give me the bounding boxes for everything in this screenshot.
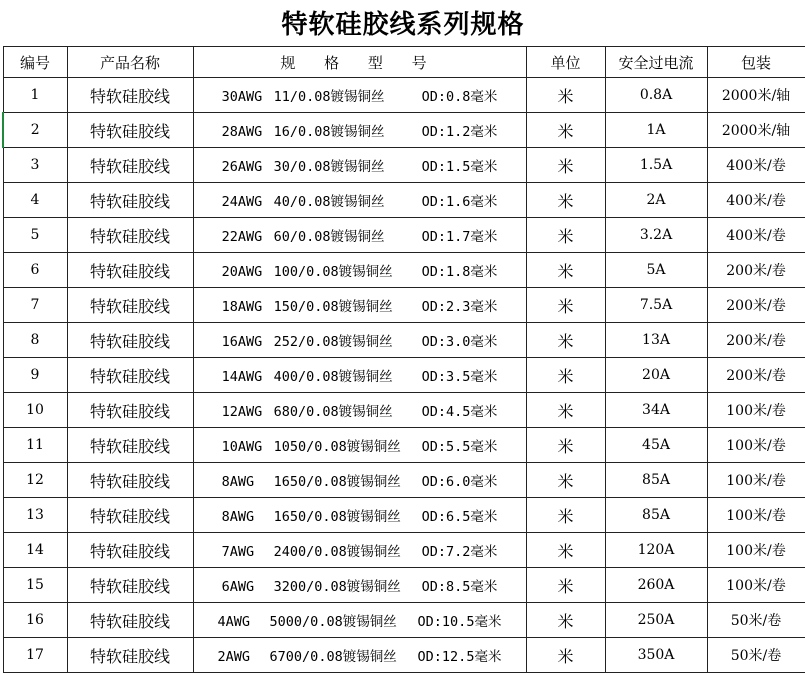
cell-current[interactable]: 120A (605, 533, 707, 568)
cell-packing[interactable]: 400米/卷 (707, 218, 805, 253)
cell-spec[interactable] (193, 288, 526, 323)
cell-spec[interactable] (193, 78, 526, 113)
cell-unit[interactable]: 米 (526, 358, 605, 393)
cell-packing[interactable]: 100米/卷 (707, 498, 805, 533)
spec-strand: 3200/0.08镀锡铜丝 (273, 579, 401, 595)
spec-od: OD:12.5毫米 (417, 649, 502, 665)
cell-current[interactable]: 7.5A (605, 288, 707, 323)
header-spec[interactable]: 规 格 型 号 (193, 47, 526, 78)
spec-strand: 5000/0.08镀锡铜丝 (269, 614, 397, 630)
cell-product[interactable]: 特软硅胶线 (67, 288, 193, 323)
cell-packing[interactable]: 400米/卷 (707, 183, 805, 218)
cell-unit[interactable]: 米 (526, 638, 605, 673)
cell-unit[interactable]: 米 (526, 568, 605, 603)
spec-strand: 1650/0.08镀锡铜丝 (273, 474, 401, 490)
cell-unit[interactable]: 米 (526, 78, 605, 113)
table-row (3, 498, 805, 533)
cell-packing[interactable]: 200米/卷 (707, 253, 805, 288)
cell-packing[interactable]: 100米/卷 (707, 568, 805, 603)
header-index[interactable]: 编号 (3, 47, 67, 78)
cell-spec[interactable] (193, 183, 526, 218)
table-row (3, 638, 805, 673)
table-row (3, 113, 805, 148)
cell-spec[interactable] (193, 638, 526, 673)
cell-current[interactable]: 350A (605, 638, 707, 673)
cell-index[interactable]: 5 (3, 218, 67, 253)
spec-awg: 14AWG (221, 369, 263, 385)
cell-index[interactable]: 8 (3, 323, 67, 358)
cell-spec[interactable] (193, 148, 526, 183)
spec-od: OD:3.5毫米 (421, 369, 498, 385)
cell-packing[interactable]: 50米/卷 (707, 603, 805, 638)
cell-unit[interactable]: 米 (526, 498, 605, 533)
cell-packing[interactable]: 200米/卷 (707, 288, 805, 323)
cell-current[interactable]: 1.5A (605, 148, 707, 183)
spec-strand: 1650/0.08镀锡铜丝 (273, 509, 401, 525)
cell-unit[interactable]: 米 (526, 463, 605, 498)
cell-product[interactable]: 特软硅胶线 (67, 428, 193, 463)
spec-od: OD:1.6毫米 (421, 194, 498, 210)
table-row (3, 183, 805, 218)
cell-product[interactable]: 特软硅胶线 (67, 498, 193, 533)
cell-unit[interactable]: 米 (526, 218, 605, 253)
spec-awg: 8AWG (221, 474, 255, 490)
cell-product[interactable]: 特软硅胶线 (67, 358, 193, 393)
spec-awg: 6AWG (221, 579, 255, 595)
spec-strand: 40/0.08镀锡铜丝 (273, 194, 385, 210)
spec-strand: 11/0.08镀锡铜丝 (273, 89, 385, 105)
spec-awg: 20AWG (221, 264, 263, 280)
spec-strand: 6700/0.08镀锡铜丝 (269, 649, 397, 665)
spec-od: OD:1.8毫米 (421, 264, 498, 280)
cell-current[interactable]: 5A (605, 253, 707, 288)
table-row (3, 428, 805, 463)
spec-awg: 24AWG (221, 194, 263, 210)
spec-awg: 7AWG (221, 544, 255, 560)
cell-unit[interactable]: 米 (526, 393, 605, 428)
cell-spec[interactable] (193, 323, 526, 358)
spec-awg: 26AWG (221, 159, 263, 175)
cell-current[interactable]: 2A (605, 183, 707, 218)
cell-spec[interactable] (193, 253, 526, 288)
cell-unit[interactable]: 米 (526, 253, 605, 288)
cell-packing[interactable]: 200米/卷 (707, 358, 805, 393)
cell-spec[interactable] (193, 428, 526, 463)
header-packing[interactable]: 包装 (707, 47, 805, 78)
spec-awg: 18AWG (221, 299, 263, 315)
spec-od: OD:4.5毫米 (421, 404, 498, 420)
cell-unit[interactable]: 米 (526, 323, 605, 358)
cell-unit[interactable]: 米 (526, 113, 605, 148)
table-row (3, 603, 805, 638)
cell-packing[interactable]: 100米/卷 (707, 463, 805, 498)
table-row (3, 393, 805, 428)
spec-awg: 30AWG (221, 89, 263, 105)
cell-packing[interactable]: 200米/卷 (707, 323, 805, 358)
cell-index[interactable]: 7 (3, 288, 67, 323)
cell-product[interactable]: 特软硅胶线 (67, 218, 193, 253)
cell-spec[interactable] (193, 358, 526, 393)
spreadsheet (2, 4, 804, 673)
cell-index[interactable]: 9 (3, 358, 67, 393)
cell-index[interactable]: 1 (3, 78, 67, 113)
table-row (3, 533, 805, 568)
cell-spec[interactable] (193, 113, 526, 148)
cell-product[interactable]: 特软硅胶线 (67, 393, 193, 428)
cell-packing[interactable]: 100米/卷 (707, 428, 805, 463)
table-row (3, 463, 805, 498)
table-row (3, 253, 805, 288)
header-row (3, 47, 805, 78)
cell-spec[interactable] (193, 463, 526, 498)
cell-current[interactable]: 85A (605, 463, 707, 498)
spec-od: OD:7.2毫米 (421, 544, 498, 560)
cell-product[interactable]: 特软硅胶线 (67, 148, 193, 183)
cell-unit[interactable]: 米 (526, 603, 605, 638)
cell-packing[interactable]: 50米/卷 (707, 638, 805, 673)
cell-index[interactable]: 16 (3, 603, 67, 638)
header-current[interactable]: 安全过电流 (605, 47, 707, 78)
cell-packing[interactable]: 2000米/轴 (707, 78, 805, 113)
spec-strand: 30/0.08镀锡铜丝 (273, 159, 385, 175)
cell-current[interactable]: 20A (605, 358, 707, 393)
table-row (3, 323, 805, 358)
cell-index[interactable]: 17 (3, 638, 67, 673)
cell-packing[interactable]: 400米/卷 (707, 148, 805, 183)
table-row (3, 78, 805, 113)
cell-product[interactable]: 特软硅胶线 (67, 113, 193, 148)
cell-unit[interactable]: 米 (526, 533, 605, 568)
spec-strand: 680/0.08镀锡铜丝 (273, 404, 393, 420)
spec-awg: 2AWG (217, 649, 251, 665)
header-product[interactable]: 产品名称 (67, 47, 193, 78)
cell-index[interactable]: 6 (3, 253, 67, 288)
spec-strand: 16/0.08镀锡铜丝 (273, 124, 385, 140)
spec-awg: 4AWG (217, 614, 251, 630)
cell-spec[interactable] (193, 393, 526, 428)
spec-od: OD:8.5毫米 (421, 579, 498, 595)
spec-strand: 252/0.08镀锡铜丝 (273, 334, 393, 350)
cell-packing[interactable]: 100米/卷 (707, 393, 805, 428)
cell-product[interactable]: 特软硅胶线 (67, 253, 193, 288)
spec-od: OD:1.5毫米 (421, 159, 498, 175)
cell-unit[interactable]: 米 (526, 148, 605, 183)
spec-od: OD:2.3毫米 (421, 299, 498, 315)
cell-index[interactable]: 11 (3, 428, 67, 463)
cell-product[interactable]: 特软硅胶线 (67, 463, 193, 498)
cell-packing[interactable]: 2000米/轴 (707, 113, 805, 148)
cell-packing[interactable]: 100米/卷 (707, 533, 805, 568)
cell-current[interactable]: 0.8A (605, 78, 707, 113)
cell-product[interactable]: 特软硅胶线 (67, 638, 193, 673)
spec-od: OD:1.2毫米 (421, 124, 498, 140)
spec-strand: 400/0.08镀锡铜丝 (273, 369, 393, 385)
cell-current[interactable]: 1A (605, 113, 707, 148)
cell-unit[interactable]: 米 (526, 288, 605, 323)
spec-awg: 28AWG (221, 124, 263, 140)
spec-od: OD:6.5毫米 (421, 509, 498, 525)
table-row (3, 358, 805, 393)
header-unit[interactable]: 单位 (526, 47, 605, 78)
cell-current[interactable]: 34A (605, 393, 707, 428)
cell-unit[interactable]: 米 (526, 428, 605, 463)
cell-unit[interactable]: 米 (526, 183, 605, 218)
spec-strand: 60/0.08镀锡铜丝 (273, 229, 385, 245)
cell-index[interactable]: 14 (3, 533, 67, 568)
cell-current[interactable]: 260A (605, 568, 707, 603)
spec-strand: 2400/0.08镀锡铜丝 (273, 544, 401, 560)
cell-spec[interactable] (193, 568, 526, 603)
spec-table (2, 46, 805, 673)
spec-od: OD:10.5毫米 (417, 614, 502, 630)
table-row (3, 568, 805, 603)
table-row (3, 218, 805, 253)
cell-current[interactable]: 13A (605, 323, 707, 358)
spec-od: OD:1.7毫米 (421, 229, 498, 245)
table-row (3, 148, 805, 183)
cell-product[interactable]: 特软硅胶线 (67, 603, 193, 638)
cell-index[interactable]: 2 (3, 113, 67, 148)
spec-awg: 22AWG (221, 229, 263, 245)
cell-index[interactable]: 10 (3, 393, 67, 428)
spec-awg: 16AWG (221, 334, 263, 350)
cell-index[interactable]: 3 (3, 148, 67, 183)
spec-od: OD:3.0毫米 (421, 334, 498, 350)
spec-strand: 1050/0.08镀锡铜丝 (273, 439, 401, 455)
cell-product[interactable]: 特软硅胶线 (67, 533, 193, 568)
spec-awg: 8AWG (221, 509, 255, 525)
cell-spec[interactable] (193, 498, 526, 533)
cell-product[interactable]: 特软硅胶线 (67, 78, 193, 113)
spec-od: OD:6.0毫米 (421, 474, 498, 490)
cell-current[interactable]: 3.2A (605, 218, 707, 253)
cell-spec[interactable] (193, 533, 526, 568)
cell-index[interactable]: 4 (3, 183, 67, 218)
cell-index[interactable]: 13 (3, 498, 67, 533)
cell-current[interactable]: 85A (605, 498, 707, 533)
table-row (3, 288, 805, 323)
spec-awg: 10AWG (221, 439, 263, 455)
cell-index[interactable]: 12 (3, 463, 67, 498)
cell-spec[interactable] (193, 603, 526, 638)
cell-current[interactable]: 45A (605, 428, 707, 463)
cell-product[interactable]: 特软硅胶线 (67, 568, 193, 603)
spec-strand: 100/0.08镀锡铜丝 (273, 264, 393, 280)
cell-index[interactable]: 15 (3, 568, 67, 603)
spec-strand: 150/0.08镀锡铜丝 (273, 299, 393, 315)
cell-product[interactable]: 特软硅胶线 (67, 183, 193, 218)
cell-product[interactable]: 特软硅胶线 (67, 323, 193, 358)
sheet-title: 特软硅胶线系列规格 (281, 10, 525, 40)
cell-spec[interactable] (193, 218, 526, 253)
spec-od: OD:5.5毫米 (421, 439, 498, 455)
cell-current[interactable]: 250A (605, 603, 707, 638)
spec-awg: 12AWG (221, 404, 263, 420)
spec-od: OD:0.8毫米 (421, 89, 498, 105)
